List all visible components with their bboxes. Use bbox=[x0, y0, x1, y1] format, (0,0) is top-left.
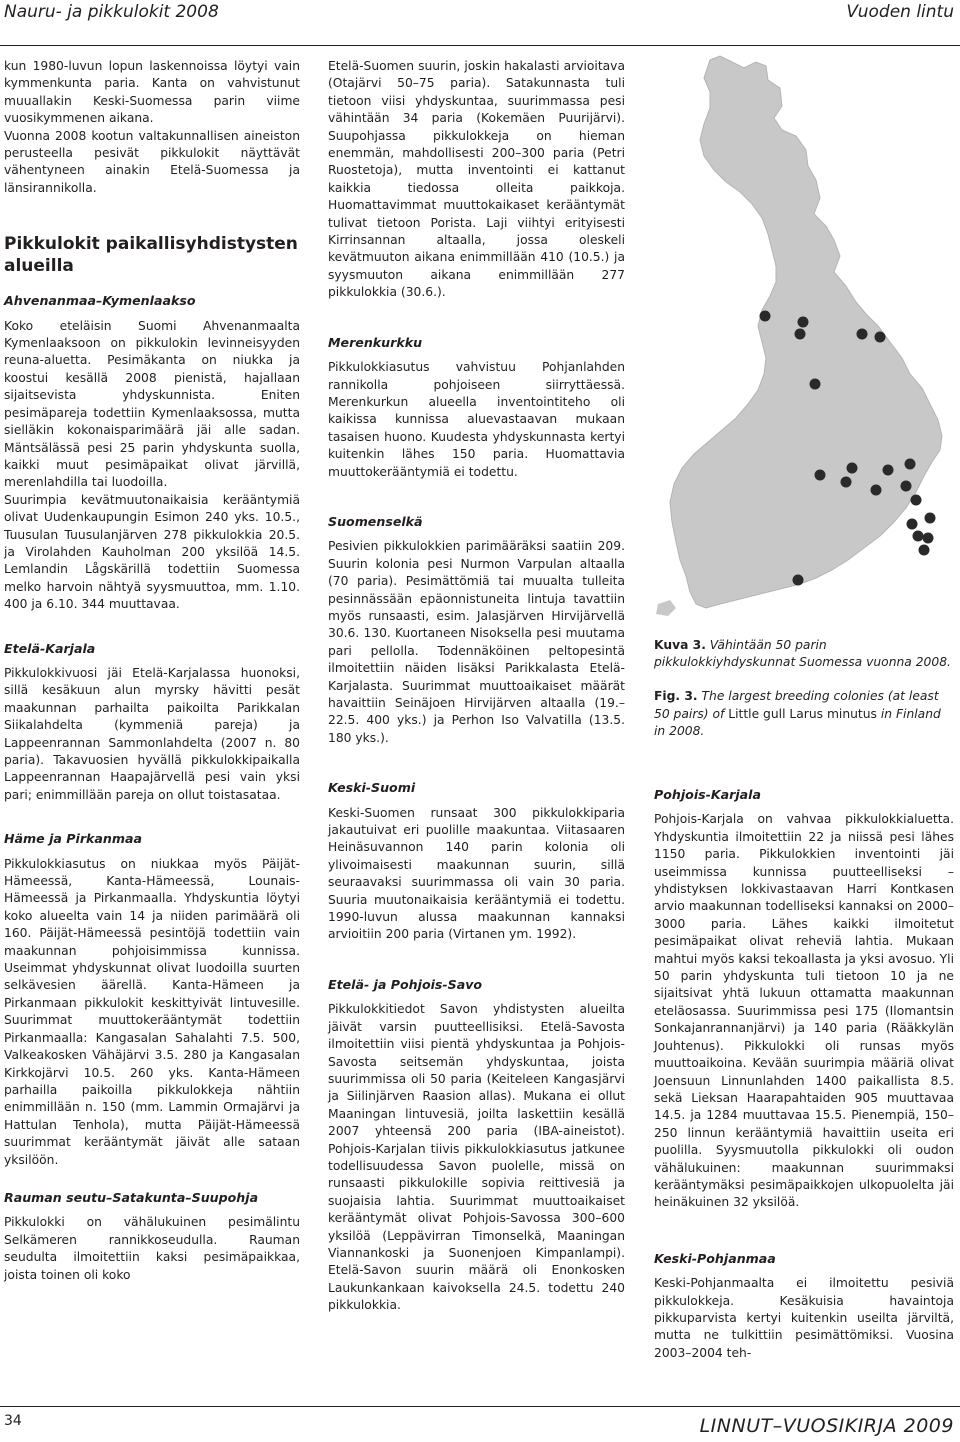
subsection-title-pohjois-karjala: Pohjois-Karjala bbox=[654, 787, 761, 802]
colony-dot bbox=[907, 519, 918, 530]
colony-dot bbox=[815, 470, 826, 481]
colony-dot bbox=[875, 332, 886, 343]
paragraph-suomenselka: Pesivien pikkulokkien parimääräksi saatiin 209. Suurin kolonia pesi Nurmon Varpulan altaalla (70 paria). Pesimättömiä tai muualta tulleita pesinnässään epäonnistuneita lintuja tavattiin myös runsaasti, esim. Jalasjärven Hirvijärvellä 30.6. 130. Kuortaneen Nisoksella pesi muutama pari pellolla. Todennäköinen peltopesintä ilmoitettiin näiden lisäksi Parikkalasta Etelä-Karjalasta. Suurimmat muuttoaikaiset määrät havaittiin Seinäjoen Hirvijärven altaalla (19.–22.5. 400 yks.) ja Perhon Iso Valvatilla (13.5. 180 yks.). bbox=[328, 539, 625, 745]
intro-paragraph-1: kun 1980-luvun lopun laskennoissa löytyi vain kymmenkunta paria. Kanta on vahvistunut muuallakin Keski-Suomessa parin viime vuosikymmenen aikana. bbox=[4, 59, 300, 126]
subsection-title-keski-suomi: Keski-Suomi bbox=[328, 780, 416, 796]
colony-dot bbox=[847, 463, 858, 474]
colony-dot bbox=[911, 495, 922, 506]
running-footer bbox=[0, 1406, 960, 1442]
paragraph-hame: Pikkulokkiasutus on niukkaa myös Päijät-Hämeessä, Kanta-Hämeessä, Lounais-Hämeessä ja Pirkanmaalla. Yhdyskuntia löytyi koko alueelta vain 14 ja niiden parimäärä oli 160. Päijät-Hämeessä pesintöjä todettiin vain maakunnan pohjoisimmissa kunnissa. Useimmat yhdyskunnat olivat luodoilla suurten selkävesien äärellä. Kanta-Hämeen ja Pirkanmaan pikkulokit keskittyivät lintuvesille. Suurimmat muuttokerääntymät todettiin Pirkanmaalla: Kangasalan Sahalahti 7.5. 500, Valkeakosken Vähäjärvi 3.5. 280 ja Kangasalan Kirkkojärvi 10.5. 260 yks. Kanta-Hämeen parhailla paikoilla pikkulokkeja nähtiin enimmillään n. 150 (mm. Lammin Ormajärvi ja Hattulan Tenhola), mutta Päijät-Hämeessä suurimmat kerääntymät jäivät alle sataan yksilöön. bbox=[4, 856, 300, 1167]
finland-colony-map bbox=[640, 52, 960, 632]
subsection-title-etela-karjala: Etelä-Karjala bbox=[4, 640, 96, 656]
paragraph-keski-suomi: Keski-Suomen runsaat 300 pikkulokkiparia jakautuivat eri puolille maakuntaa. Viitasaaren Heinäsuvannon 140 parin kolonia oli ylivoimaisesti maakunnan suurin, sillä seuraavaksi suurimmassa oli vain 30 paria. Suuria muutonaikaisia kerääntymiä ei todettu. 1990-luvun alussa maakunnan kannaksi arvioitiin 200 paria (Virtanen ym. 1992). bbox=[328, 805, 625, 942]
subsection-title-rauma: Rauman seutu–Satakunta–Suupohja bbox=[4, 1189, 259, 1205]
colony-dot bbox=[760, 311, 771, 322]
aland-islands-shape bbox=[656, 600, 676, 616]
caption-en-label: Fig. 3. bbox=[654, 689, 698, 704]
colony-dot bbox=[913, 531, 924, 542]
caption-en-text-1: The largest breeding colonies (at least 50 pairs) of bbox=[654, 689, 939, 721]
colony-dot bbox=[905, 459, 916, 470]
paragraph-ahvenanmaa-1: Koko eteläisin Suomi Ahvenanmaalta Kymenlaaksoon on pikkulokin levinneisyyden reuna-aluetta. Pesimäkanta on niukka ja koostui kesällä 2008 pienistä, hajallaan sijaitsevista yhdyskunnista. Eniten pesimäpareja todettiin Kymenlaaksossa, mutta sielläkin kokonaisparimäärä jäi alle sadan. Mäntsälässä pesi 25 parin yhdyskunta suolla, kaikki muut pesimäpaikat olivat järvillä, merenlahdilla tai luodoilla. bbox=[4, 318, 300, 490]
header-section-title: Vuoden lintu bbox=[846, 2, 954, 22]
colony-dot bbox=[810, 379, 821, 390]
subsection-title-merenkurkku: Merenkurkku bbox=[328, 334, 423, 350]
journal-name: LINNUT–VUOSIKIRJA 2009 bbox=[699, 1415, 954, 1437]
caption-en-species: Little gull bbox=[728, 706, 786, 721]
column-2 bbox=[328, 58, 625, 1315]
caption-fi-label: Kuva 3. bbox=[654, 638, 706, 652]
paragraph-savo: Pikkulokkitiedot Savon yhdistysten alueilta jäivät varsin puutteellisiksi. Etelä-Savosta ilmoitettiin viisi pientä yhdyskuntaa ja Pohjois-Savosta seitsemän yhdyskuntaa, joista suurimmissa oli 50 paria (Keiteleen Kangasjärvi ja Siilinjärven Raasion allas). Mukana ei ollut Maaningan lintuvesiä, joilta laskettiin kesällä 2007 yhteensä 200 paria (IBA-aineistot). Pohjois-Karjalan tiivis pikkulokkiasutus jatkunee todellisuudessa Savon puolelle, missä on runsaasti pikkulokille sopivia reittivesiä ja suojaisia lahtia. Suurimmat muuttoaikaiset kerääntymät olivat Pohjois-Savossa 300–600 yksilöä (Leppävirran Timonselkä, Maaningan Viannankoski ja Suonenjoen Kimpanlampi). Etelä-Savon suurin määrä oli Enonkosken Laukunkankaan kaivoksella 24.5. todettu 240 pikkulokkia. bbox=[328, 1002, 625, 1313]
paragraph-pohjois-karjala: Pohjois-Karjala on vahvaa pikkulokkialuetta. Yhdyskuntia ilmoitettiin 22 ja niissä pesi lähes 1150 paria. Pikkulokkien inventointi jäi useimmissa kunnissa puutteelliseksi – yhdistyksen lokkivastaavan Harri Kontkasen arvio maakunnan todelliseksi kannaksi on 2000–3000 paria. Lähes kaikki ilmoitetut pesimäpaikat olivat reheviä lahtia. Mukaan mahtui myös kaksi tekoallasta ja yksi avosuo. Yli 50 parin yhdyskunta tuli tietoon 10 ja ne sijaitsivat yhtä lukuun ottamatta maakunnan eteläosassa. Suurimmissa pesi 175 (Ilomantsin Sonkajanrannanjärvi) ja 140 paria (Rääkkylän Jouhtenus). Pikkulokki oli runsas myös muuttoaikoina. Kevään suurimpia määriä olivat Joensuun Linnunlahden 1400 paikallista 8.5. sekä Lieksan Haarapahtaiden 905 muuttavaa 14.5. ja 1284 muuttavaa 15.5. Pienempiä, 150–250 linnun kerääntymiä havaittiin useita eri puolilla. Syysmuutolla pikkulokki oli oudon vähälukuinen: maakunnan suurimmaksi kerääntymäksi pesimäpaikkojen ulkopuolelta jäi heinäkuinen 32 yksilöä. bbox=[654, 812, 954, 1210]
colony-dot bbox=[871, 485, 882, 496]
finland-land-shape bbox=[670, 56, 942, 608]
intro-paragraph-2: Vuonna 2008 kootun valtakunnallisen aineiston perusteella pesivät pikkulokit näyttävät vähentyneen ainakin Etelä-Suomessa ja länsirannikolla. bbox=[4, 128, 300, 195]
paragraph-etela-karjala: Pikkulokkivuosi jäi Etelä-Karjalassa huonoksi, sillä kesäkuun alun myrsky hävitti pesät maakunnan parhailta paikoilta Parikkalan Siikalahdelta (kymmeniä pareja) ja Lappeenrannan Sammonlahdelta (2007 n. 80 paria). Takavuosien hyvällä pikkulokkipaikalla Lappeenrannan Haapajärvellä pesi vain yksi pari; enimmillään pareja on ollut toistasataa. bbox=[4, 665, 300, 802]
subsection-title-hame: Häme ja Pirkanmaa bbox=[4, 831, 143, 847]
section-title: Pikkulokit paikallisyhdistysten alueilla bbox=[4, 234, 298, 277]
header-article-title: Nauru- ja pikkulokit 2008 bbox=[4, 2, 219, 22]
subsection-title-keski-pohjanmaa: Keski-Pohjanmaa bbox=[654, 1250, 776, 1266]
subsection-title-ahvenanmaa: Ahvenanmaa–Kymenlaakso bbox=[4, 293, 196, 309]
paragraph-satakunta: Etelä-Suomen suurin, joskin hakalasti arvioitava (Otajärvi 50–75 paria). Satakunnasta tuli tietoon viisi yhdyskuntaa, suurimmassa pesi vähintään 34 paria (Kokemäen Puurijärvi). Suupohjassa pikkulokkeja on hieman enemmän, mahdollisesti 200–300 paria (Petri Ruostetoja), mutta inventointi ei kattanut kaikkia tiedossa olleita paikkoja. Huomattavimmat muuttokaikaset kerääntymät tulivat tietoon Porista. Laji viihtyi erityisesti Kirrinsannan altaalla, jossa oleskeli kevätmuuton aikana enimmillään 410 (10.5.) ja syysmuuton aikana enimmillään 277 pikkulokkia (30.6.). bbox=[328, 59, 625, 300]
figure-caption bbox=[654, 637, 954, 740]
column-3 bbox=[654, 786, 954, 1362]
paragraph-keski-pohjanmaa: Keski-Pohjanmaalta ei ilmoitettu pesiviä pikkulokkeja. Kesäkuisia havaintoja pikkuparvista kertyi kuitenkin useilta järviltä, mutta ne tulkittiin pesimättömiksi. Vuosina 2003–2004 teh- bbox=[654, 1276, 954, 1360]
colony-dot bbox=[919, 545, 930, 556]
page-number: 34 bbox=[4, 1413, 22, 1429]
caption-en-text-2: in Finland in 2008. bbox=[654, 706, 941, 738]
colony-dot bbox=[795, 329, 806, 340]
subsection-title-suomenselka: Suomenselkä bbox=[328, 513, 423, 529]
colony-dot bbox=[798, 317, 809, 328]
caption-en-latin: Larus minutus bbox=[785, 706, 881, 721]
paragraph-rauma: Pikkulokki on vähälukuinen pesimälintu Selkämeren rannikkoseudulla. Rauman seudulta ilmoitettiin kaksi pesimäpaikkaa, joista toinen oli koko bbox=[4, 1215, 300, 1282]
running-header bbox=[0, 0, 960, 46]
colony-dot bbox=[925, 513, 936, 524]
colony-dot bbox=[857, 329, 868, 340]
paragraph-ahvenanmaa-2: Suurimpia kevätmuutonaikaisia kerääntymiä olivat Uudenkaupungin Esimon 240 yks. 10.5., Tuusulan Tuusulanjärven 278 pikkulokkia 20.5. ja Virolahden Kauholman 200 yksilöä 14.5. Lemlandin Lågskärillä todettiin Suomessa melko harvoin nähtyä syysmuuttoa, mm. 1.10. 400 ja 6.10. 344 muuttavaa. bbox=[4, 492, 300, 612]
colony-dot bbox=[901, 481, 912, 492]
paragraph-merenkurkku: Pikkulokkiasutus vahvistuu Pohjanlahden rannikolla pohjoiseen siirryttäessä. Merenkurkun alueella inventointiteho oli kaikissa kunnissa aluevastaavan mukaan tasaisen huono. Kuudesta yhdyskunnasta kertyi kuitenkin lähes 150 paria. Huomattavia muuttokerääntymiä ei todettu. bbox=[328, 360, 625, 479]
subsection-title-savo: Etelä- ja Pohjois-Savo bbox=[328, 976, 483, 992]
colony-dot bbox=[841, 477, 852, 488]
column-1 bbox=[4, 58, 300, 1284]
colony-dot bbox=[883, 465, 894, 476]
colony-dot bbox=[793, 575, 804, 586]
caption-fi-text: Vähintään 50 parin pikkulokkiyhdyskunnat Suomessa vuonna 2008. bbox=[654, 638, 951, 670]
colony-dot bbox=[923, 533, 934, 544]
